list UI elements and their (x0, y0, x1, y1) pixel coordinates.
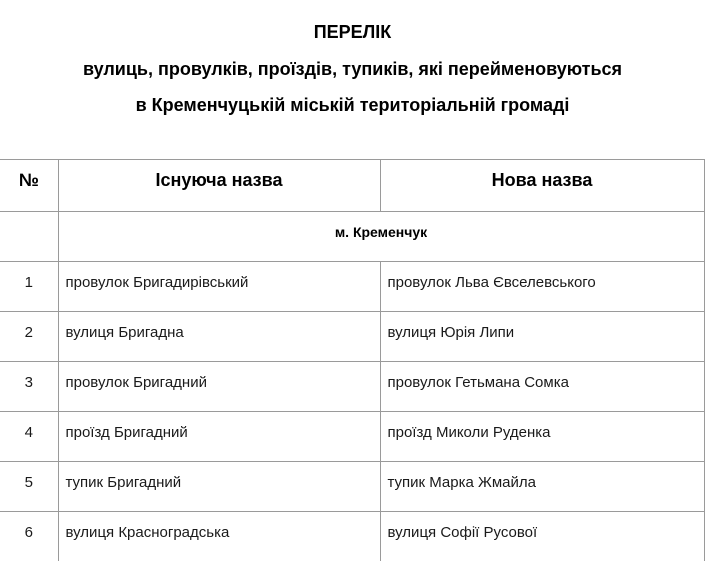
header-existing-name: Існуюча назва (58, 160, 380, 212)
table-header-row (0, 160, 704, 212)
existing-name: провулок Бригадний (58, 362, 380, 412)
table-row (0, 512, 704, 561)
city-name: м. Кременчук (58, 212, 704, 262)
row-number: 2 (0, 312, 58, 362)
existing-name: провулок Бригадирівський (58, 262, 380, 312)
new-name: провулок Льва Євселевського (380, 262, 704, 312)
table-row (0, 312, 704, 362)
row-number: 1 (0, 262, 58, 312)
new-name: тупик Марка Жмайла (380, 462, 704, 512)
new-name: вулиця Софії Русової (380, 512, 704, 561)
header-number: № (0, 160, 58, 212)
document-subtitle-line-2: в Кременчуцькій міській територіальній громаді (135, 95, 570, 115)
existing-name: тупик Бригадний (58, 462, 380, 512)
header-new-name: Нова назва (380, 160, 704, 212)
row-number: 5 (0, 462, 58, 512)
new-name: вулиця Юрія Липи (380, 312, 704, 362)
new-name: провулок Гетьмана Сомка (380, 362, 704, 412)
document-subtitle-line-1: вулиць, провулків, проїздів, тупиків, які перейменовуються (82, 59, 623, 79)
existing-name: вулиця Красноградська (58, 512, 380, 561)
row-number: 4 (0, 412, 58, 462)
city-row (0, 212, 704, 262)
new-name: проїзд Миколи Руденка (380, 412, 704, 462)
row-number: 6 (0, 512, 58, 561)
existing-name: вулиця Бригадна (58, 312, 380, 362)
table-row (0, 262, 704, 312)
existing-name: проїзд Бригадний (58, 412, 380, 462)
table-row (0, 412, 704, 462)
row-number: 3 (0, 362, 58, 412)
streets-rename-table (0, 159, 705, 561)
table-row (0, 362, 704, 412)
table-row (0, 462, 704, 512)
city-row-number-cell (0, 212, 58, 262)
document-title: ПЕРЕЛІК (313, 22, 392, 42)
